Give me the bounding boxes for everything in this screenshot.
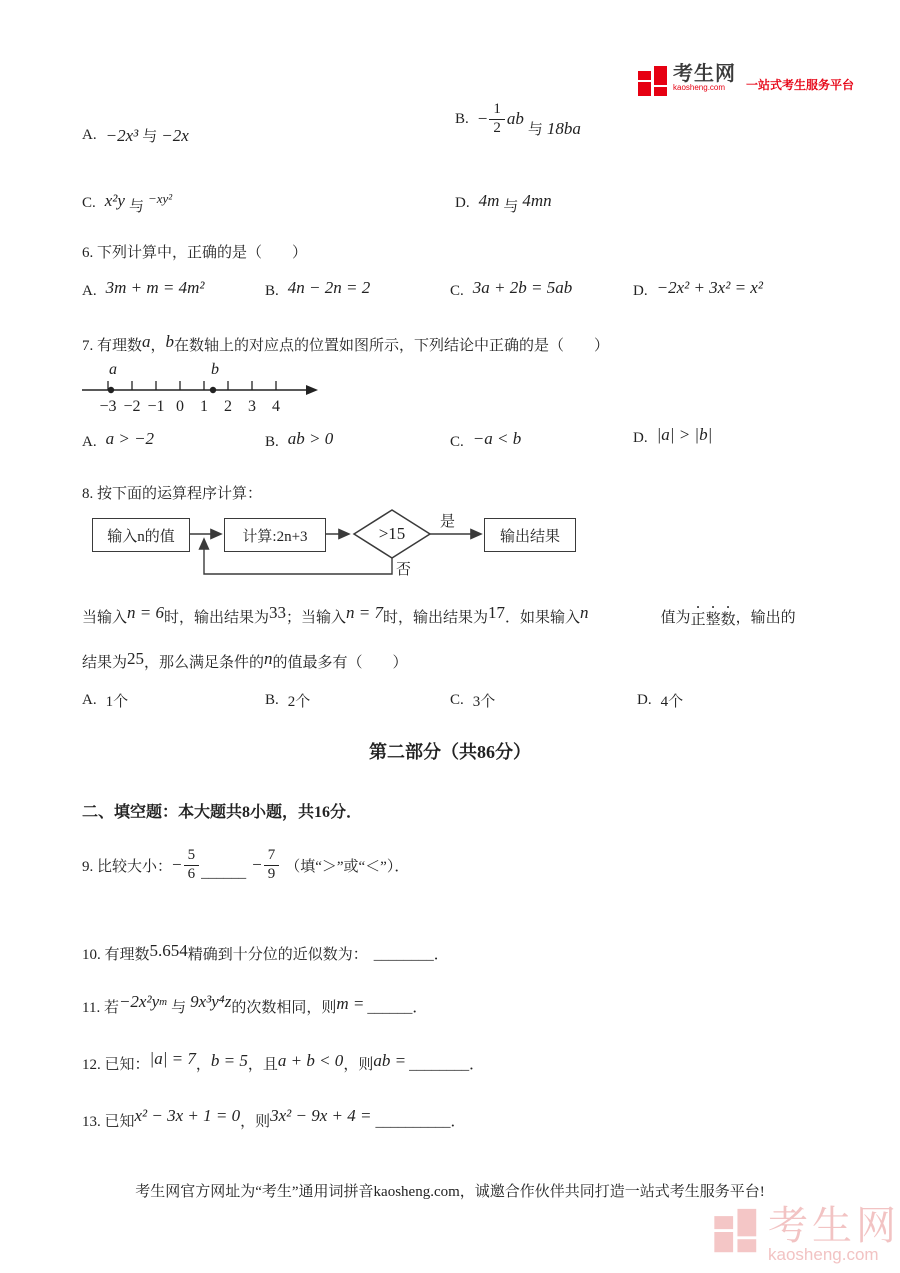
para-text: ；当输入 xyxy=(286,609,347,626)
tick-label: 4 xyxy=(272,398,280,415)
fraction xyxy=(184,848,200,883)
option-math: −2x xyxy=(161,125,189,145)
q13-line xyxy=(82,1105,466,1131)
brand-name: 考生网 xyxy=(673,63,736,85)
conjunction: 与 xyxy=(128,199,144,215)
para-text: 时，输出结果为 xyxy=(164,609,270,626)
option-label: B. xyxy=(265,692,279,708)
para-text: 当输入 xyxy=(82,609,128,626)
fraction xyxy=(264,848,280,883)
q8-option-c xyxy=(450,690,495,711)
question-number: 5.654 xyxy=(149,940,188,960)
para-text: ，那么满足条件的 xyxy=(144,655,265,671)
flow-output-box: 输出结果 xyxy=(484,518,576,552)
question-text: ，且 xyxy=(247,1057,278,1073)
para-text-emphasized: 正整数 xyxy=(690,612,736,628)
q6-option-d xyxy=(633,278,763,301)
fill-section-header: 二、填空题：本大题共8小题，共16分． xyxy=(82,804,363,821)
question-math: m = xyxy=(336,993,365,1013)
para-text: ，输出的 xyxy=(735,609,796,626)
tick-label: −1 xyxy=(147,398,165,415)
para-math: n xyxy=(264,648,273,668)
q7-option-b xyxy=(265,429,334,452)
axis-arrowhead xyxy=(306,385,318,395)
option-label: B. xyxy=(265,282,279,299)
para-number: 33 xyxy=(269,603,287,622)
part2-title: 第二部分（共86分） xyxy=(369,742,531,762)
question-text: （填“＞”或“＜”）． xyxy=(285,858,410,875)
prev-option-b xyxy=(455,102,581,137)
q11-line xyxy=(82,991,428,1017)
q7-stem xyxy=(82,331,610,355)
option-math: 3a + 2b = 5ab xyxy=(472,278,573,297)
tick-label: 1 xyxy=(200,398,208,415)
question-text: 13. 已知 xyxy=(82,1114,135,1130)
q7-option-c xyxy=(450,429,522,452)
kaosheng-logo-icon xyxy=(638,64,668,100)
header-logo xyxy=(638,64,854,100)
watermark-logo xyxy=(712,1206,900,1263)
answer-blank: ________． xyxy=(409,1057,485,1073)
answer-blank: ______ xyxy=(201,864,247,881)
q8-paragraph-line2 xyxy=(82,648,408,672)
option-label: A. xyxy=(82,282,97,299)
minus-sign: − xyxy=(477,109,488,129)
q8-option-d xyxy=(637,690,683,711)
conjunction: 与 xyxy=(171,1000,187,1016)
question-math: |a| = 7 xyxy=(149,1048,196,1068)
question-text: 12. 已知： xyxy=(82,1057,150,1073)
flow-condition: >15 xyxy=(378,524,406,543)
answer-blank: __________． xyxy=(375,1114,466,1130)
question-text: 10. 有理数 xyxy=(82,947,150,963)
stem-text: ， xyxy=(150,338,166,354)
q6-option-a xyxy=(82,278,205,301)
para-number: 17 xyxy=(488,603,506,622)
para-math: n = 7 xyxy=(346,603,384,622)
option-math: −2x³ xyxy=(105,125,139,145)
option-label: C. xyxy=(450,692,464,708)
option-math: 18ba xyxy=(546,118,581,138)
question-math: 3x² − 9x + 4 = xyxy=(270,1105,372,1125)
fraction-denominator: 2 xyxy=(493,119,501,136)
conjunction: 与 xyxy=(142,129,158,145)
fraction-denominator: 6 xyxy=(187,865,196,882)
fraction-numerator: 7 xyxy=(264,848,280,866)
option-math: x²y xyxy=(104,190,125,210)
tick-label: 0 xyxy=(176,398,184,415)
tick-label: −2 xyxy=(123,398,141,415)
question-text: 9. 比较大小： xyxy=(82,858,173,875)
fraction-numerator: 5 xyxy=(184,848,200,866)
option-math: |a| > |b| xyxy=(656,425,713,444)
watermark-logo-icon xyxy=(712,1206,760,1258)
para-text: 结果为 xyxy=(82,655,128,671)
para-number: 25 xyxy=(127,648,145,668)
q7-option-d xyxy=(633,425,713,448)
fraction-numerator: 1 xyxy=(489,102,505,120)
question-text: 11. 若 xyxy=(82,1000,119,1016)
question-math: 9x³y⁴z xyxy=(190,991,232,1011)
option-text: 2个 xyxy=(287,694,311,710)
q9-line xyxy=(82,848,409,883)
prev-option-c xyxy=(82,190,173,215)
question-math-exponent: m xyxy=(159,995,168,1008)
conjunction: 与 xyxy=(503,199,519,215)
question-text: ，则 xyxy=(240,1114,271,1130)
flow-yes-label: 是 xyxy=(440,514,456,530)
option-label: C. xyxy=(450,282,464,299)
option-label: C. xyxy=(450,433,464,450)
option-text: 3个 xyxy=(472,694,496,710)
para-math: n xyxy=(580,603,589,622)
question-text: 的次数相同，则 xyxy=(231,1000,337,1016)
q6-stem: 6. 下列计算中，正确的是（ ） xyxy=(82,245,308,261)
q8-stem: 8. 按下面的运算程序计算： xyxy=(82,486,263,502)
q8-paragraph-line1 xyxy=(82,603,796,629)
option-math: −a < b xyxy=(472,429,522,448)
question-text: ， xyxy=(195,1057,211,1073)
question-text: ，则 xyxy=(343,1057,374,1073)
flow-input-box: 输入n的值 xyxy=(92,518,190,552)
stem-text: 7. 有理数 xyxy=(82,338,143,354)
question-math: ab = xyxy=(373,1050,407,1070)
option-label: B. xyxy=(265,433,279,450)
point-b-dot xyxy=(210,387,216,393)
brand-domain: kaosheng.com xyxy=(673,83,726,92)
option-math: −xy² xyxy=(147,190,173,206)
minus-sign: − xyxy=(172,855,182,875)
para-text: ．如果输入 xyxy=(505,609,581,626)
option-label: A. xyxy=(82,433,97,450)
q7-option-a xyxy=(82,429,155,452)
brand-tagline: 一站式考生服务平台 xyxy=(746,78,855,92)
flow-calc-box: 计算:2n+3 xyxy=(224,518,326,552)
option-label: D. xyxy=(633,429,648,446)
option-math: 4m xyxy=(478,190,500,210)
option-label: D. xyxy=(633,282,648,299)
para-math: n = 6 xyxy=(127,603,164,622)
tick-label: 2 xyxy=(224,398,232,415)
option-math: 3m + m = 4m² xyxy=(105,278,205,297)
flow-no-label: 否 xyxy=(396,562,412,578)
minus-sign: − xyxy=(252,855,262,875)
option-label: A. xyxy=(82,692,97,708)
question-math: a + b < 0 xyxy=(277,1050,344,1070)
point-a-label: a xyxy=(109,361,117,378)
q6-option-c xyxy=(450,278,573,301)
option-math: 4mn xyxy=(522,190,552,210)
option-math: ab > 0 xyxy=(287,429,334,448)
fraction xyxy=(489,102,505,137)
prev-option-d xyxy=(455,190,552,215)
question-math: b = 5 xyxy=(210,1050,248,1070)
q12-line xyxy=(82,1048,485,1074)
option-text: 4个 xyxy=(660,694,684,710)
flowchart-figure xyxy=(88,504,598,584)
answer-blank: ______． xyxy=(367,1000,428,1016)
para-text: 值为 xyxy=(660,609,691,626)
option-label: B. xyxy=(455,110,469,127)
option-math: ab xyxy=(506,109,524,129)
answer-blank: ________． xyxy=(373,947,449,963)
watermark-brand: 考生网 xyxy=(768,1204,900,1248)
q6-option-b xyxy=(265,278,371,301)
stem-math: a xyxy=(142,331,151,351)
q8-option-b xyxy=(265,690,310,711)
point-a-dot xyxy=(108,387,114,393)
option-math: a > −2 xyxy=(105,429,155,448)
option-label: D. xyxy=(455,195,470,211)
conjunction: 与 xyxy=(527,121,543,138)
question-math: x² − 3x + 1 = 0 xyxy=(134,1105,241,1125)
watermark-domain: kaosheng.com xyxy=(768,1245,879,1264)
q10-line xyxy=(82,940,449,964)
para-text: 时，输出结果为 xyxy=(383,609,489,626)
para-text: 的值最多有（ ） xyxy=(272,655,408,671)
tick-label: −3 xyxy=(99,398,117,415)
point-b-label: b xyxy=(211,361,219,378)
option-label: D. xyxy=(637,692,652,708)
stem-text: 在数轴上的对应点的位置如图所示，下列结论中正确的是（ ） xyxy=(174,338,610,354)
option-label: A. xyxy=(82,127,97,143)
question-math: −2x²y xyxy=(118,991,160,1011)
q8-option-a xyxy=(82,690,128,711)
stem-math: b xyxy=(165,331,175,351)
tick-label: 3 xyxy=(248,398,256,415)
prev-option-a xyxy=(82,125,189,146)
fraction-denominator: 9 xyxy=(267,865,276,882)
option-label: C. xyxy=(82,195,96,211)
question-text: 精确到十分位的近似数为： xyxy=(187,947,368,963)
number-line-figure xyxy=(80,360,322,418)
option-math: 4n − 2n = 2 xyxy=(287,278,371,297)
option-text: 1个 xyxy=(105,694,129,710)
option-math: −2x² + 3x² = x² xyxy=(656,278,763,297)
footer-text: 考生网官方网址为“考生”通用词拼音kaosheng.com，诚邀合作伙伴共同打造一站式考生服务平台! xyxy=(135,1184,765,1200)
